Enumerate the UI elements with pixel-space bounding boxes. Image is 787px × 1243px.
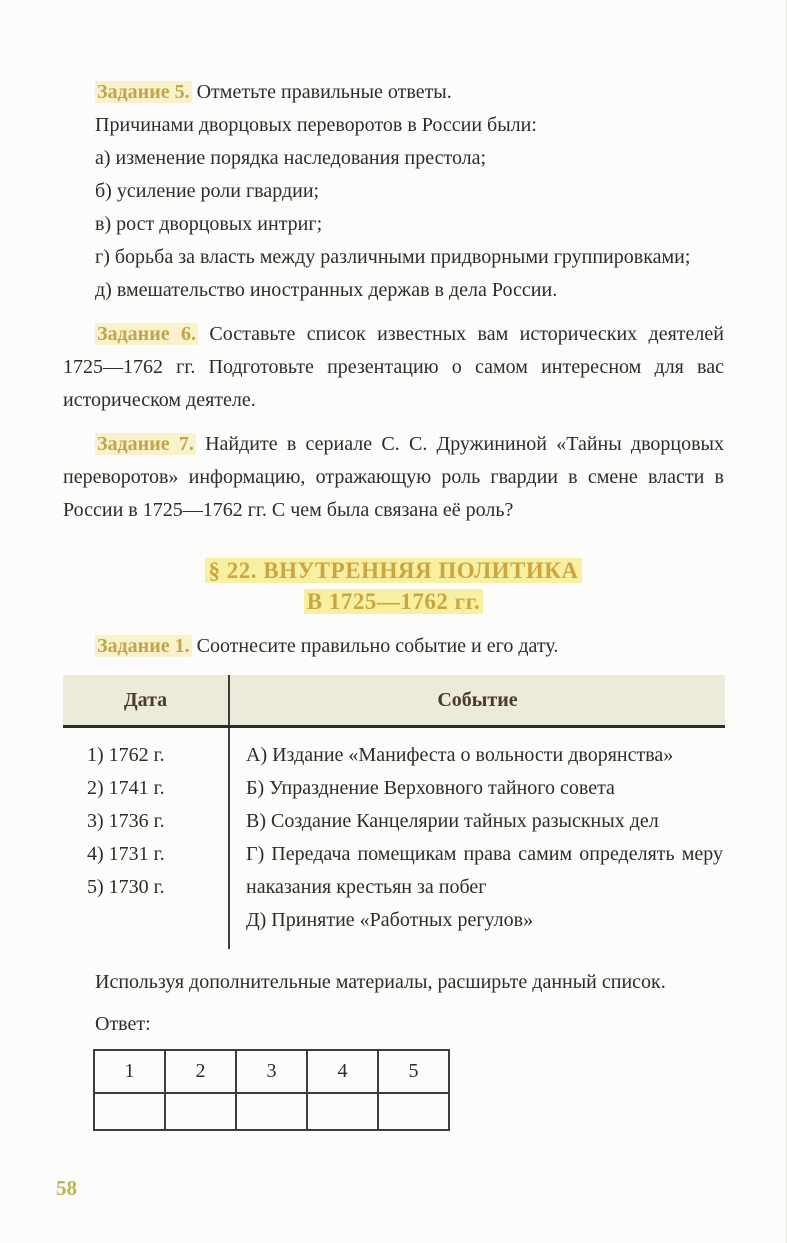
header-cell-event: Событие	[437, 688, 518, 711]
date-item: 3) 1736 г.	[87, 810, 165, 832]
answer-blank-cell	[94, 1093, 165, 1130]
event-item: Д) Принятие «Работных регулов»	[246, 909, 534, 931]
task6-paragraph	[63, 318, 724, 417]
answer-number-row	[94, 1050, 449, 1093]
date-item: 4) 1731 г.	[87, 843, 165, 865]
task5-intro: Отметьте правильные ответы.	[196, 81, 452, 103]
answer-number-cell: 5	[378, 1050, 449, 1093]
task5-option-b: б) усиление роли гвардии;	[95, 180, 320, 202]
task5-option-d: д) вмешательство иностранных держав в дела России.	[95, 279, 558, 301]
task1-note: Используя дополнительные материалы, расширьте данный список.	[95, 971, 666, 993]
answer-blank-cell	[165, 1093, 236, 1130]
answer-number-cell: 1	[94, 1050, 165, 1093]
task5-option-a: а) изменение порядка наследования престола;	[95, 147, 487, 169]
task5-paragraph	[63, 76, 724, 109]
date-item: 2) 1741 г.	[87, 777, 165, 799]
matching-table	[63, 675, 725, 949]
section-heading	[63, 555, 724, 617]
matching-table-header	[63, 675, 725, 728]
event-item: В) Создание Канцелярии тайных разыскных дел	[246, 810, 659, 832]
task7-text: Найдите в сериале С. С. Дружининой «Тайны дворцовых переворотов» информацию, отражающую роль гвардии в смене власти в России в 1725—1762 гг. С чем была связана её роль?	[63, 433, 724, 521]
answer-blank-cell	[236, 1093, 307, 1130]
matching-table-body	[63, 728, 725, 949]
task1-paragraph	[63, 630, 724, 663]
task1-text: Соотнесите правильно событие и его дату.	[196, 635, 559, 657]
task7-paragraph	[63, 428, 724, 527]
task5-option-v: в) рост дворцовых интриг;	[95, 213, 323, 235]
date-item: 5) 1730 г.	[87, 876, 165, 898]
page-number: 58	[56, 1176, 77, 1200]
task5-lead: Причинами дворцовых переворотов в России были:	[95, 114, 537, 136]
task5-option-g: г) борьба за власть между различными придворными группировками;	[95, 246, 691, 268]
section-heading-line2: В 1725—1762 гг.	[304, 589, 483, 614]
answer-number-cell: 2	[165, 1050, 236, 1093]
answer-blank-cell	[378, 1093, 449, 1130]
date-item: 1) 1762 г.	[87, 744, 165, 766]
answer-label: Ответ:	[95, 1013, 151, 1035]
dates-column	[63, 728, 230, 949]
answer-table	[93, 1049, 450, 1131]
answer-blank-cell	[307, 1093, 378, 1130]
answer-number-cell: 3	[236, 1050, 307, 1093]
event-item: Г) Передача помещикам права самим определять меру наказания крестьян за побег	[246, 843, 723, 898]
task7-label: Задание 7.	[97, 433, 194, 455]
section-heading-line1: § 22. ВНУТРЕННЯЯ ПОЛИТИКА	[205, 558, 581, 583]
answer-number-cell: 4	[307, 1050, 378, 1093]
task6-label: Задание 6.	[97, 323, 196, 345]
event-item: А) Издание «Манифеста о вольности дворянства»	[246, 744, 674, 766]
task6-text: Составьте список известных вам исторических деятелей 1725—1762 гг. Подготовьте презентацию о самом интересном для вас историческом деятеле.	[63, 323, 724, 411]
events-column	[230, 728, 725, 949]
header-cell-date: Дата	[63, 675, 230, 725]
task5-label: Задание 5.	[97, 81, 190, 103]
task1-label: Задание 1.	[97, 635, 190, 657]
event-item: Б) Упразднение Верховного тайного совета	[246, 777, 615, 799]
answer-blank-row	[94, 1093, 449, 1130]
